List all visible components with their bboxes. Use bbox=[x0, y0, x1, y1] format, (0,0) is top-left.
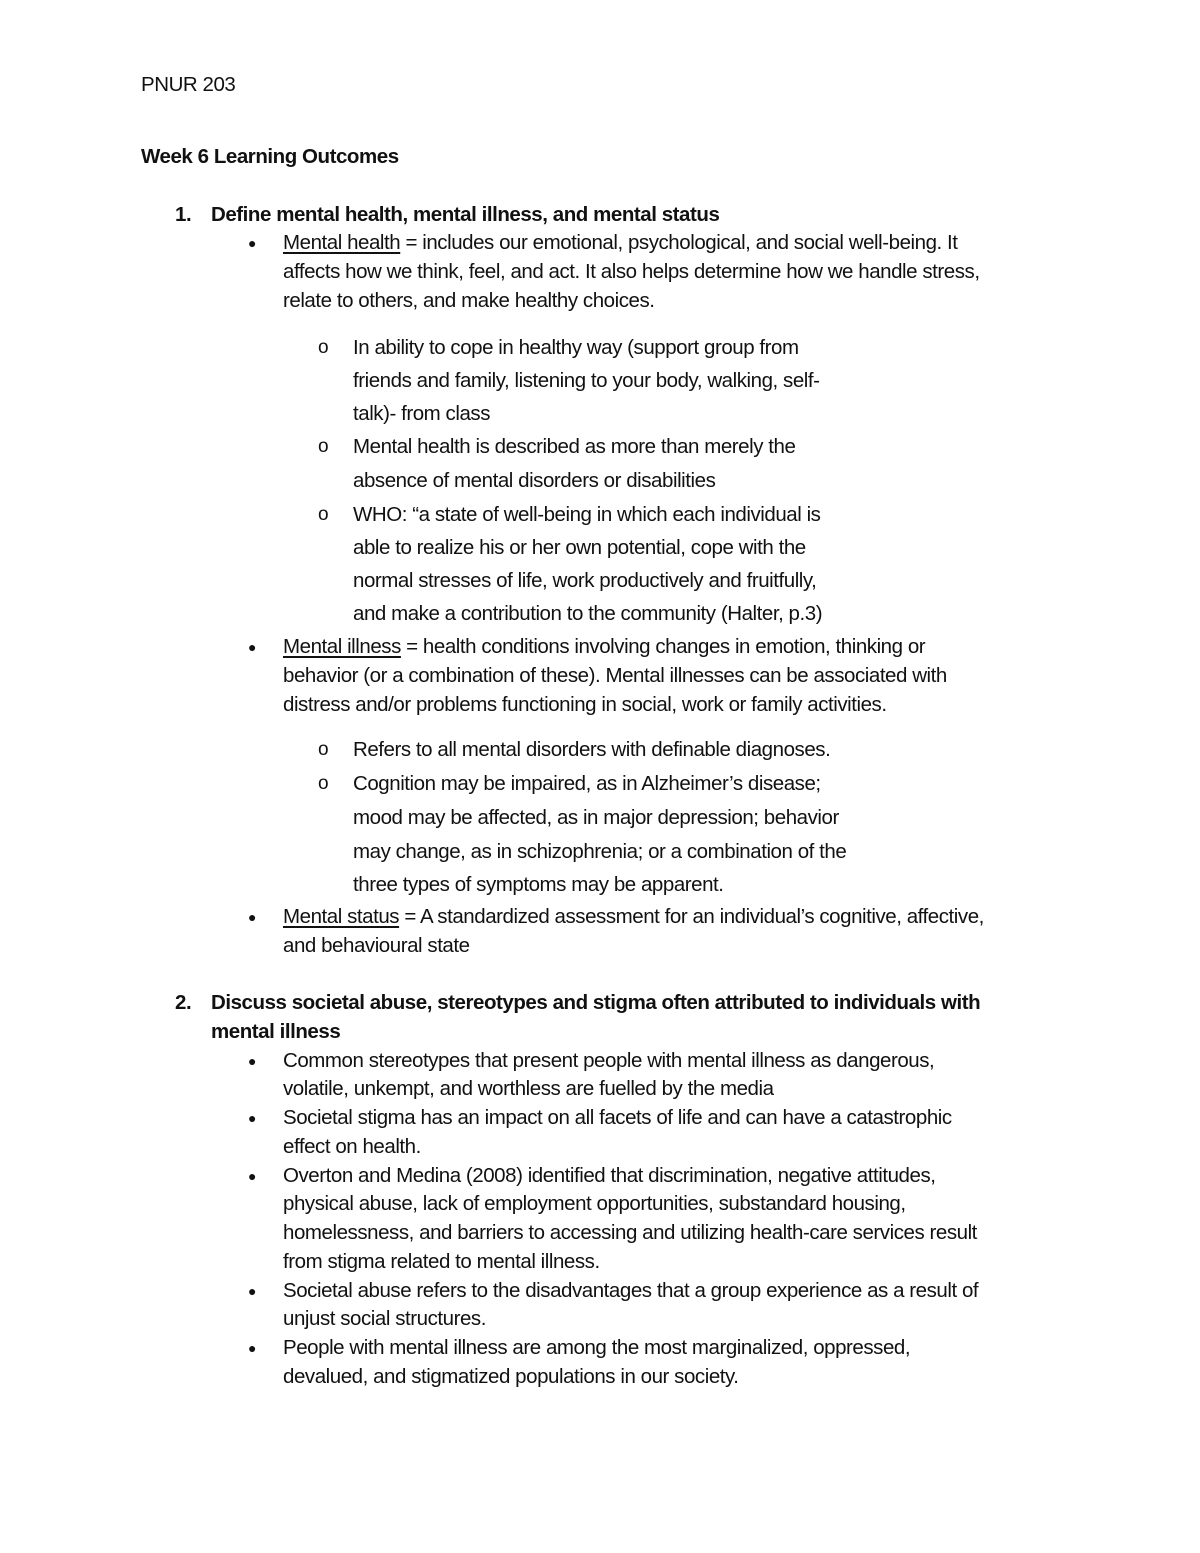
sub-bullet-marker: o bbox=[318, 773, 329, 794]
course-code: PNUR 203 bbox=[141, 73, 236, 96]
bullet-marker: ● bbox=[248, 639, 257, 655]
bullet-marker: ● bbox=[248, 1283, 257, 1299]
outcome-title-2: mental illness bbox=[211, 1020, 341, 1043]
mental-health-term: Mental health bbox=[283, 231, 401, 254]
sub-item-line: may change, as in schizophrenia; or a combination of the bbox=[353, 840, 847, 863]
mental-health-definition-line: relate to others, and make healthy choices. bbox=[283, 289, 655, 312]
mental-illness-definition-line: behavior (or a combination of these). Mental illnesses can be associated with bbox=[283, 664, 947, 687]
list-item-line: Societal abuse refers to the disadvantages that a group experience as a result of bbox=[283, 1279, 979, 1302]
outcome-title-1: Define mental health, mental illness, and mental status bbox=[211, 203, 720, 226]
sub-item-line: Refers to all mental disorders with definable diagnoses. bbox=[353, 738, 831, 761]
sub-item-line: mood may be affected, as in major depression; behavior bbox=[353, 806, 839, 829]
bullet-marker: ● bbox=[248, 909, 257, 925]
bullet-marker: ● bbox=[248, 1053, 257, 1069]
sub-item-line: friends and family, listening to your body, walking, self- bbox=[353, 369, 820, 392]
sub-item-line: talk)- from class bbox=[353, 402, 491, 425]
sub-item-line: absence of mental disorders or disabilities bbox=[353, 469, 716, 492]
sub-bullet-marker: o bbox=[318, 337, 329, 358]
mental-illness-definition-line: distress and/or problems functioning in social, work or family activities. bbox=[283, 693, 887, 716]
sub-bullet-marker: o bbox=[318, 739, 329, 760]
mental-illness-term: Mental illness bbox=[283, 635, 401, 658]
mental-health-definition-line: affects how we think, feel, and act. It also helps determine how we handle stress, bbox=[283, 260, 980, 283]
list-item-line: physical abuse, lack of employment opportunities, substandard housing, bbox=[283, 1192, 906, 1215]
mental-illness-definition-line: Mental illness = health conditions involving changes in emotion, thinking or bbox=[283, 635, 926, 658]
outcome-number-2: 2. bbox=[175, 991, 192, 1014]
sub-item-line: Cognition may be impaired, as in Alzheimer’s disease; bbox=[353, 772, 821, 795]
sub-bullet-marker: o bbox=[318, 436, 329, 457]
bullet-marker: ● bbox=[248, 1110, 257, 1126]
list-item-line: devalued, and stigmatized populations in our society. bbox=[283, 1365, 739, 1388]
mental-status-term: Mental status bbox=[283, 905, 400, 928]
list-item-line: People with mental illness are among the most marginalized, oppressed, bbox=[283, 1336, 911, 1359]
bullet-marker: ● bbox=[248, 235, 257, 251]
bullet-marker: ● bbox=[248, 1168, 257, 1184]
outcome-title-2: Discuss societal abuse, stereotypes and stigma often attributed to individuals with bbox=[211, 991, 981, 1014]
outcome-number-1: 1. bbox=[175, 203, 192, 226]
list-item-line: from stigma related to mental illness. bbox=[283, 1250, 600, 1273]
list-item-line: homelessness, and barriers to accessing and utilizing health-care services result bbox=[283, 1221, 977, 1244]
bullet-marker: ● bbox=[248, 1340, 257, 1356]
list-item-line: effect on health. bbox=[283, 1135, 421, 1158]
sub-item-line: WHO: “a state of well-being in which each individual is bbox=[353, 503, 821, 526]
page-title: Week 6 Learning Outcomes bbox=[141, 145, 399, 168]
sub-item-line: Mental health is described as more than merely the bbox=[353, 435, 796, 458]
list-item-line: Common stereotypes that present people with mental illness as dangerous, bbox=[283, 1049, 935, 1072]
sub-item-line: In ability to cope in healthy way (support group from bbox=[353, 336, 799, 359]
list-item-line: Societal stigma has an impact on all facets of life and can have a catastrophic bbox=[283, 1106, 952, 1129]
sub-item-line: three types of symptoms may be apparent. bbox=[353, 873, 724, 896]
mental-status-definition-line: and behavioural state bbox=[283, 934, 470, 957]
list-item-line: unjust social structures. bbox=[283, 1307, 486, 1330]
mental-status-definition-line: Mental status = A standardized assessment for an individual’s cognitive, affective, bbox=[283, 905, 984, 928]
sub-item-line: able to realize his or her own potential, cope with the bbox=[353, 536, 806, 559]
sub-item-line: normal stresses of life, work productively and fruitfully, bbox=[353, 569, 817, 592]
list-item-line: Overton and Medina (2008) identified that discrimination, negative attitudes, bbox=[283, 1164, 936, 1187]
sub-bullet-marker: o bbox=[318, 504, 329, 525]
list-item-line: volatile, unkempt, and worthless are fuelled by the media bbox=[283, 1077, 774, 1100]
mental-health-definition-line: Mental health = includes our emotional, psychological, and social well-being. It bbox=[283, 231, 958, 254]
sub-item-line: and make a contribution to the community (Halter, p.3) bbox=[353, 602, 823, 625]
